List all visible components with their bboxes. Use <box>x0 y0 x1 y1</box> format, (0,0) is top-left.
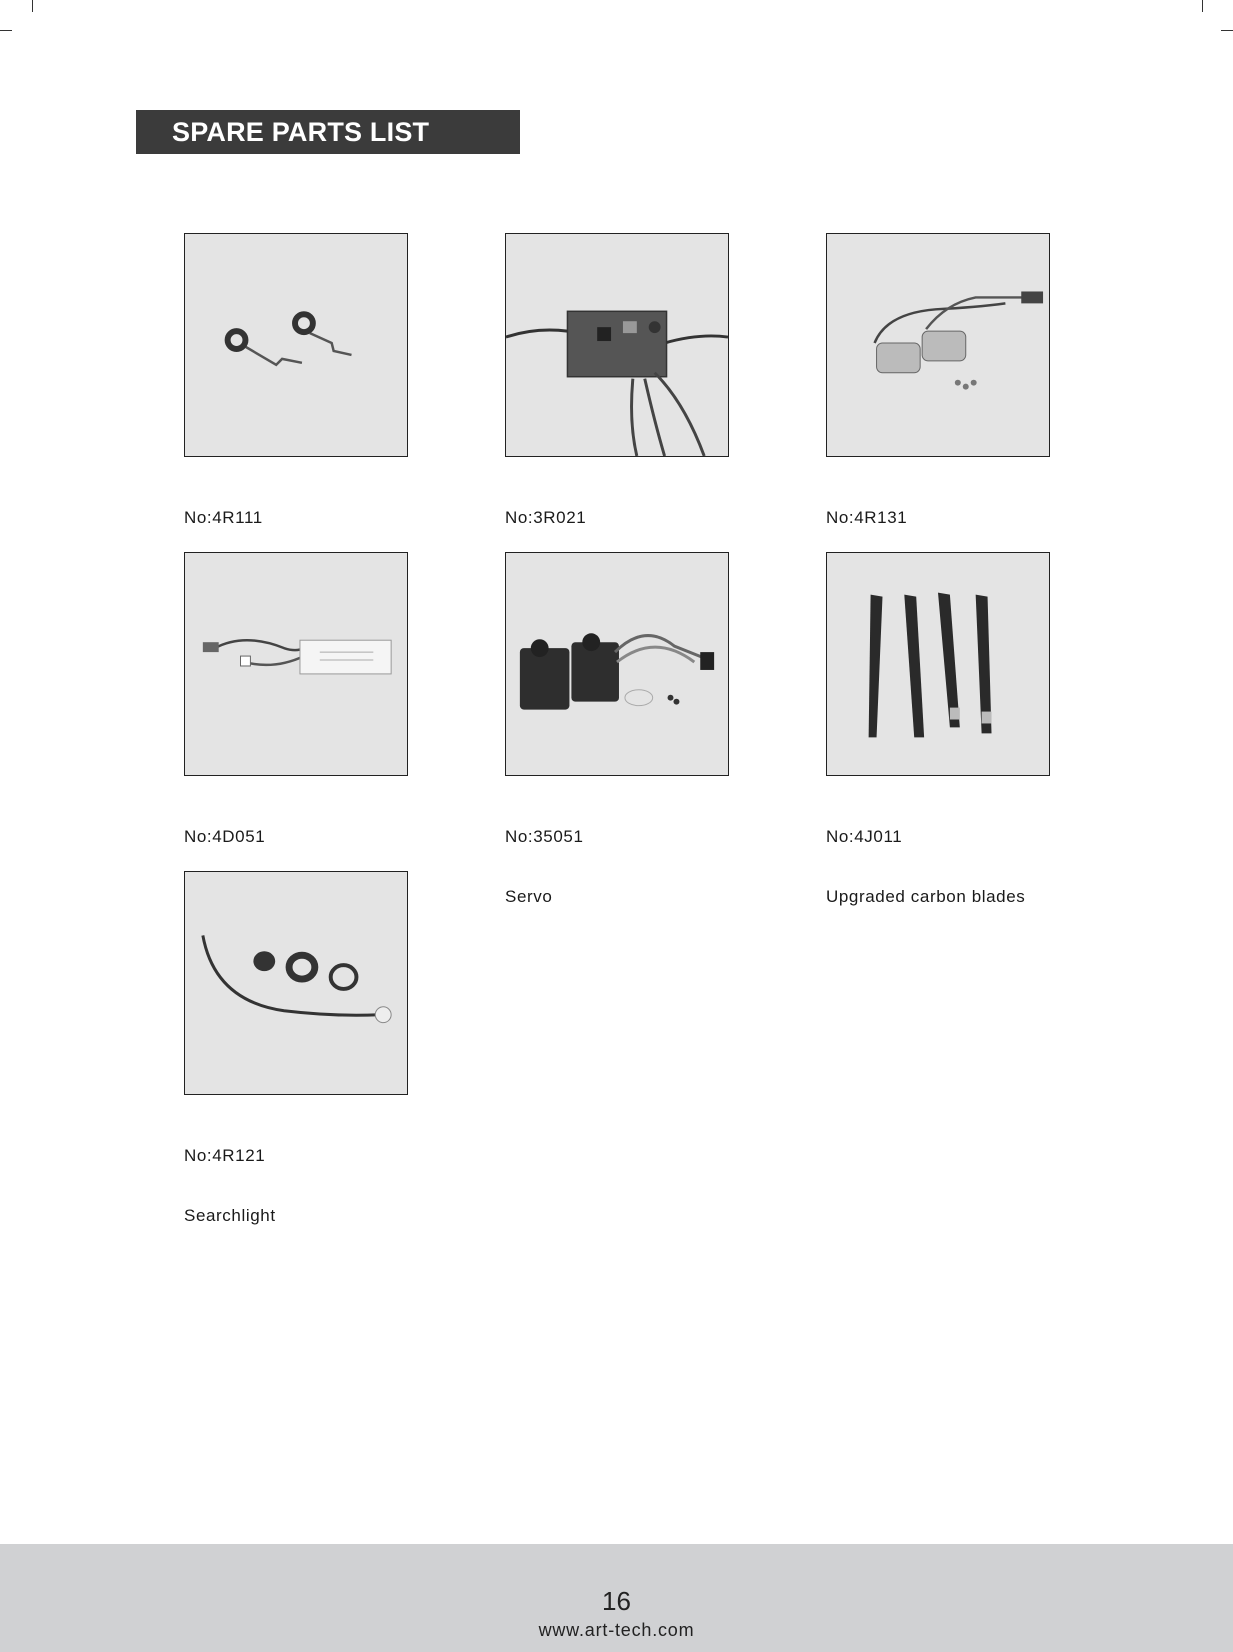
part-number: No:4R121 <box>184 1146 266 1165</box>
crop-mark <box>32 0 33 12</box>
part-name: Servo <box>505 887 553 906</box>
crop-mark <box>1202 0 1203 12</box>
motor-set-photo <box>826 233 1050 457</box>
part-item-searchlight <box>184 871 484 1266</box>
part-number: No:35051 <box>505 827 584 846</box>
part-number: No:4R111 <box>184 508 263 527</box>
battery-photo <box>184 552 408 776</box>
crop-mark <box>1221 30 1233 31</box>
blades-photo <box>826 552 1050 776</box>
part-number: No:4R131 <box>826 508 908 527</box>
page-title: SPARE PARTS LIST <box>136 110 520 154</box>
part-number: No:3R021 <box>505 508 587 527</box>
part-item-carbon-blades <box>826 552 1126 947</box>
part-number: No:4D051 <box>184 827 266 846</box>
searchlight-photo <box>184 871 408 1095</box>
part-number: No:4J011 <box>826 827 903 846</box>
servo-photo <box>505 552 729 776</box>
pcb-photo <box>505 233 729 457</box>
crop-mark <box>0 30 12 31</box>
part-name: Upgraded carbon blades <box>826 887 1026 906</box>
part-item-servo <box>505 552 805 947</box>
part-name: Searchlight <box>184 1206 276 1225</box>
arm-set-photo <box>184 233 408 457</box>
page-footer <box>0 1544 1233 1652</box>
page-number: 16 <box>602 1586 631 1616</box>
website-link[interactable]: www.art-tech.com <box>538 1620 695 1640</box>
